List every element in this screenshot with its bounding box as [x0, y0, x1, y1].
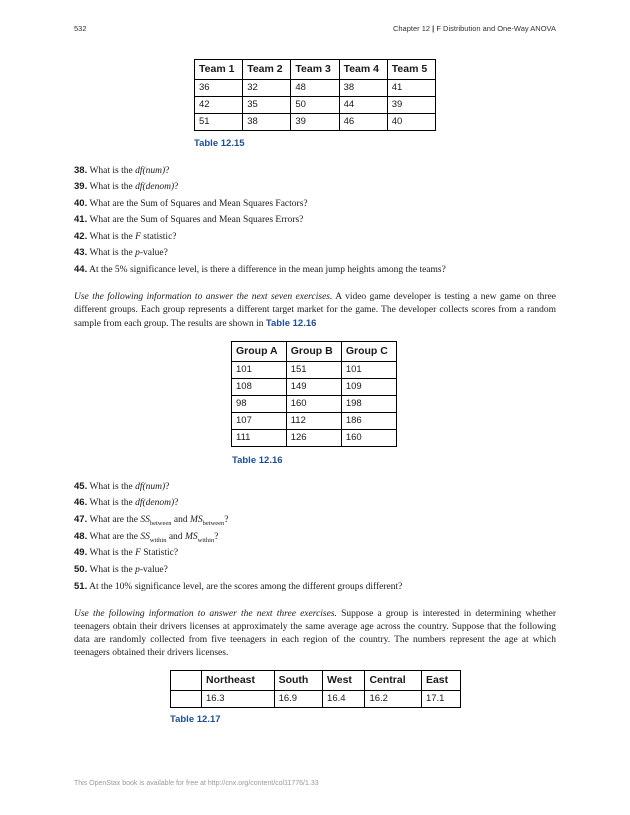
table-cell: 50 — [291, 97, 339, 114]
table-row — [232, 362, 397, 379]
table-cell: 186 — [341, 413, 396, 430]
column-header: Northeast — [202, 671, 275, 691]
and-text: and — [166, 532, 185, 542]
instructions-three-exercises — [74, 608, 556, 660]
question-40 — [74, 198, 308, 210]
header-separator: | — [432, 24, 435, 33]
table-cell: 151 — [286, 362, 341, 379]
chapter-title: F Distribution and One-Way ANOVA — [436, 24, 556, 33]
ms-subscript: within — [197, 536, 215, 544]
question-italic: F — [135, 232, 141, 242]
table-cell: 149 — [286, 379, 341, 396]
column-header: East — [421, 671, 460, 691]
table-cell: 109 — [341, 379, 396, 396]
table-cell: 35 — [243, 97, 291, 114]
table-cell: 39 — [387, 97, 435, 114]
table-cell: 101 — [232, 362, 287, 379]
question-number: 51. — [74, 581, 88, 592]
column-header: Group B — [286, 342, 341, 362]
table-caption: Table 12.15 — [194, 138, 245, 149]
table-12-17 — [170, 670, 461, 708]
column-header: Team 5 — [387, 60, 435, 80]
table-header-row — [195, 60, 436, 80]
column-header: Team 3 — [291, 60, 339, 80]
table-row — [195, 80, 436, 97]
question-38 — [74, 165, 169, 177]
chapter-heading — [393, 24, 556, 33]
question-text: At the 10% significance level, are the scores among the different groups different? — [89, 582, 403, 592]
question-45 — [74, 481, 169, 493]
question-text: What are the — [89, 532, 141, 542]
instructions-body: A video game developer is testing a new game on three different groups. Each group represents a different target market for the game. The developer collects scores from a random sample from each group. The results are shown in — [74, 292, 556, 329]
question-48 — [74, 531, 218, 547]
column-header: South — [274, 671, 322, 691]
question-italic: df(denom) — [135, 498, 175, 508]
question-text: What are the — [89, 515, 141, 525]
question-text: What is the — [89, 565, 136, 575]
question-text: What is the — [89, 482, 136, 492]
ms-symbol: MS — [189, 515, 203, 525]
table-row — [195, 97, 436, 114]
question-text-end: -value? — [139, 565, 168, 575]
question-italic: df(num) — [135, 482, 166, 492]
question-number: 48. — [74, 531, 88, 542]
ss-subscript: within — [149, 536, 167, 544]
table-cell: 17.1 — [421, 691, 460, 708]
ss-symbol: SS — [140, 515, 150, 525]
table-cell — [171, 691, 202, 708]
ss-symbol: SS — [140, 532, 150, 542]
question-text-end: -value? — [139, 248, 168, 258]
table-reference-link[interactable]: Table 12.16 — [265, 318, 317, 329]
question-41 — [74, 214, 303, 226]
question-44 — [74, 264, 446, 276]
ss-subscript: between — [149, 519, 172, 527]
table-cell: 108 — [232, 379, 287, 396]
column-header: West — [323, 671, 365, 691]
table-row — [232, 396, 397, 413]
page-number: 532 — [74, 24, 87, 33]
instructions-intro: Use the following information to answer the next three exercises. — [74, 609, 337, 619]
table-cell: 16.3 — [202, 691, 275, 708]
question-italic: df(num) — [135, 166, 166, 176]
question-text: At the 5% significance level, is there a difference in the mean jump heights among the teams? — [89, 265, 446, 275]
and-text: and — [171, 515, 190, 525]
instructions-body: Suppose a group is interested in determining whether teenagers obtain their drivers licenses at approximately the same average age across the country. Suppose that the following data are randomly collected from five teenagers in each region of the country. The numbers represent the age at which teenagers obtained their drivers licenses. — [74, 609, 556, 658]
question-text-end: ? — [174, 498, 179, 508]
table-cell: 32 — [243, 80, 291, 97]
table-cell: 112 — [286, 413, 341, 430]
column-header: Central — [365, 671, 422, 691]
table-row — [171, 691, 461, 708]
table-cell: 39 — [291, 114, 339, 131]
question-text: What is the — [89, 232, 136, 242]
question-50 — [74, 564, 168, 576]
question-text: What are the Sum of Squares and Mean Squares Factors? — [89, 199, 308, 209]
question-number: 38. — [74, 165, 88, 176]
question-number: 49. — [74, 547, 88, 558]
question-italic: p — [135, 565, 140, 575]
table-row — [232, 379, 397, 396]
table-12-15 — [194, 59, 436, 131]
table-row — [195, 114, 436, 131]
question-text-end: Statistic? — [140, 548, 179, 558]
table-cell: 46 — [339, 114, 387, 131]
question-text: What is the — [89, 248, 136, 258]
table-header-row — [232, 342, 397, 362]
question-text-end: ? — [214, 532, 219, 542]
table-cell: 126 — [286, 430, 341, 447]
question-49 — [74, 547, 178, 559]
table-cell: 101 — [341, 362, 396, 379]
question-number: 47. — [74, 514, 88, 525]
table-cell: 41 — [387, 80, 435, 97]
column-header: Team 2 — [243, 60, 291, 80]
question-47 — [74, 514, 229, 530]
question-number: 40. — [74, 198, 88, 209]
question-39 — [74, 181, 178, 193]
table-cell: 51 — [195, 114, 243, 131]
column-header: Group A — [232, 342, 287, 362]
ms-subscript: between — [202, 519, 225, 527]
instructions-seven-exercises — [74, 291, 556, 331]
column-header: Group C — [341, 342, 396, 362]
question-text: What is the — [89, 166, 136, 176]
table-caption: Table 12.16 — [232, 455, 283, 466]
table-12-16 — [231, 341, 397, 447]
table-cell: 198 — [341, 396, 396, 413]
table-cell: 111 — [232, 430, 287, 447]
column-header: Team 1 — [195, 60, 243, 80]
column-header: Team 4 — [339, 60, 387, 80]
instructions-intro: Use the following information to answer the next seven exercises. — [74, 292, 333, 302]
table-row — [232, 430, 397, 447]
ms-symbol: MS — [184, 532, 198, 542]
table-cell: 40 — [387, 114, 435, 131]
table-cell: 48 — [291, 80, 339, 97]
question-42 — [74, 231, 177, 243]
question-51 — [74, 581, 402, 593]
column-header — [171, 671, 202, 691]
question-text-end: ? — [165, 166, 170, 176]
table-cell: 36 — [195, 80, 243, 97]
question-43 — [74, 247, 168, 259]
table-row — [232, 413, 397, 430]
table-cell: 42 — [195, 97, 243, 114]
question-text: What is the — [89, 498, 136, 508]
table-cell: 38 — [243, 114, 291, 131]
question-text-end: ? — [165, 482, 170, 492]
question-text-end: statistic? — [140, 232, 177, 242]
question-number: 41. — [74, 214, 88, 225]
question-number: 44. — [74, 264, 88, 275]
question-number: 50. — [74, 564, 88, 575]
question-number: 46. — [74, 497, 88, 508]
question-number: 39. — [74, 181, 88, 192]
page-footer: This OpenStax book is available for free at http://cnx.org/content/col11776/1.33 — [74, 780, 319, 787]
question-italic: F — [135, 548, 141, 558]
question-text: What is the — [89, 182, 136, 192]
table-cell: 16.4 — [323, 691, 365, 708]
question-number: 42. — [74, 231, 88, 242]
table-cell: 16.9 — [274, 691, 322, 708]
question-text-end: ? — [174, 182, 179, 192]
table-cell: 160 — [286, 396, 341, 413]
table-cell: 98 — [232, 396, 287, 413]
table-cell: 160 — [341, 430, 396, 447]
question-italic: p — [135, 248, 140, 258]
table-header-row — [171, 671, 461, 691]
question-number: 43. — [74, 247, 88, 258]
table-caption: Table 12.17 — [170, 714, 221, 725]
chapter-label: Chapter 12 — [392, 24, 431, 33]
question-46 — [74, 497, 178, 509]
table-cell: 44 — [339, 97, 387, 114]
question-number: 45. — [74, 481, 88, 492]
question-text: What is the — [89, 548, 136, 558]
table-cell: 38 — [339, 80, 387, 97]
question-italic: df(denom) — [135, 182, 175, 192]
table-cell: 16.2 — [365, 691, 422, 708]
page-header — [74, 24, 556, 36]
table-cell: 107 — [232, 413, 287, 430]
question-text-end: ? — [224, 515, 229, 525]
question-text: What are the Sum of Squares and Mean Squares Errors? — [89, 215, 304, 225]
